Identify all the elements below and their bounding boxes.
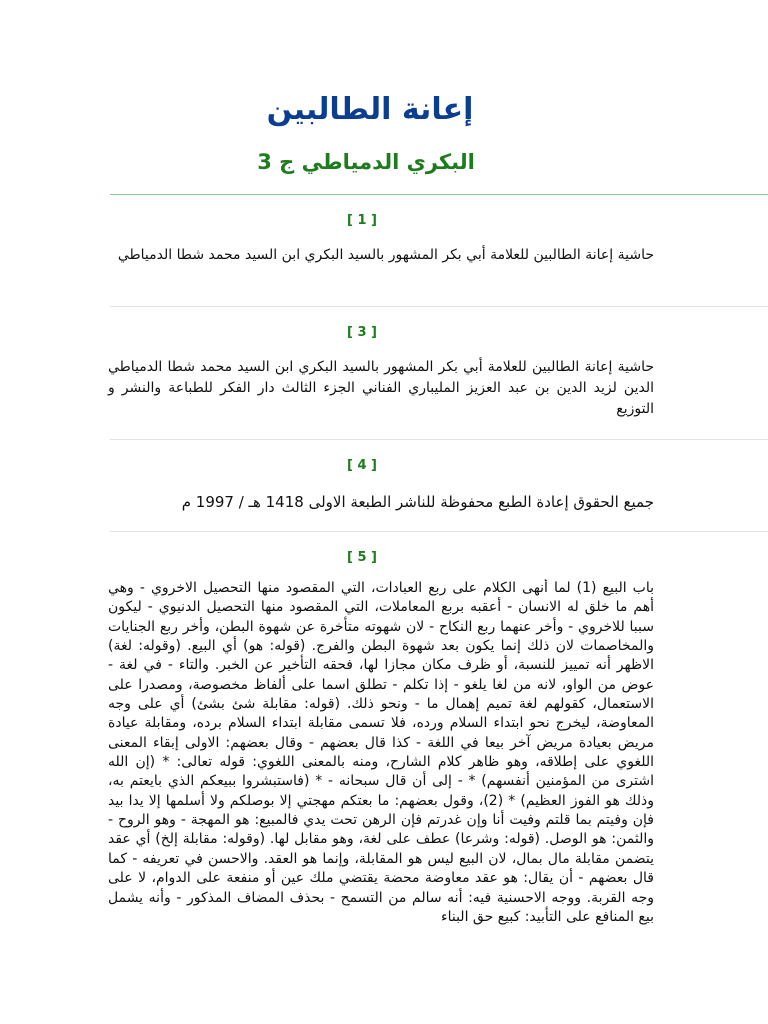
page-number-4: [ 4 ]: [347, 458, 377, 473]
section-divider-3: [110, 531, 768, 532]
page-number-5: [ 5 ]: [347, 550, 377, 565]
page-number-1: [ 1 ]: [347, 213, 377, 228]
page-number-3: [ 3 ]: [347, 325, 377, 340]
page-4-text: جميع الحقوق إعادة الطبع محفوظة للناشر الطبعة الاولى 1418 هـ / 1997 م: [181, 493, 654, 511]
page-3-text: حاشية إعانة الطالبين للعلامة أبي بكر المشهور بالسيد البكري ابن السيد محمد شطا الدمياطي الدين لزيد الدين بن عبد العزيز المليباري الفناني الجزء الثالث دار الفكر للطباعة والنشر و التوزيع: [108, 359, 654, 417]
book-subtitle: البكري الدمياطي ج 3: [257, 150, 475, 174]
header-divider: [110, 194, 768, 195]
book-title: إعانة الطالبين: [266, 92, 474, 127]
section-divider-2: [110, 439, 768, 440]
page-5-text: باب البيع (1) لما أنهى الكلام على ربع العبادات، التي المقصود منها التحصيل الاخروي - وهي أهم ما خلق له الانسان - أعقبه بربع المعاملات، التي المقصود منها التحصيل الدنيوي - ليكون سببا للاخروي - وأخر عنهما ربع النكاح - لان شهوته متأخرة عن شهوة البطن، وأخر ربع الجنايات والمخاصمات لان ذلك إنما يكون بعد شهوة البطن والفرج. (قوله: هو) أي البيع. (وقوله: لغة) الاظهر أنه تمييز للنسبة، أو ظرف مكان مجازا لها، فحقه التأخير عن الخبر. والتاء - في لغة - عوض من الواو، لانه من لغا يلغو - إذا تكلم - تطلق اسما على ألفاظ مخصوصة، ومصدرا على الاستعمال، كقولهم لغة تميم إهمال ما - ونحو ذلك. (قوله: مقابلة شئ بشئ) أي على وجه المعاوضة، ليخرج نحو ابتداء السلام ورده، فلا تسمى مقابلة ابتداء السلام برده، ومقابلة عيادة مريض بعيادة مريض آخر بيعا في اللغة - كذا قال بعضهم - وقال بعضهم: الاولى إبقاء المعنى اللغوي على إطلاقه، وهو ظاهر كلام الشارح، ومنه بالمعنى اللغوي: قوله تعالى: * (إن الله اشترى من المؤمنين أنفسهم) * - إلى أن قال سبحانه - * (فاستبشروا ببيعكم الذي بايعتم به، وذلك هو الفوز العظيم) * (2)، وقول بعضهم: ما بعتكم مهجتي إلا بوصلكم ولا أسلمها إلا يدا بيد فإن وفيتم بما قلتم وفيت أنا وإن غدرتم فإن الرهن تحت يدي فالمبيع: هو المهجة - وهو الروح - والثمن: هو الوصل. (قوله: وشرعا) عطف على لغة، وهو مقابل لها. (وقوله: مقابلة إلخ) أي عقد يتضمن مقابلة مال بمال، لان البيع ليس هو المقابلة، وإنما هو العقد. والاحسن في تعريفه - كما قال بعضهم - أن يقال: هو عقد معاوضة محضة يقتضي ملك عين أو منفعة على الدوام، لا على وجه القربة. ووجه الاحسنية فيه: أنه سالم من التسمح - بحذف المضاف المذكور - وأنه يشمل بيع المنافع على التأبيد: كبيع حق البناء: [108, 580, 654, 925]
page-1-text: حاشية إعانة الطالبين للعلامة أبي بكر المشهور بالسيد البكري ابن السيد محمد شطا الدمياطي: [117, 247, 654, 263]
section-divider-1: [110, 306, 768, 307]
